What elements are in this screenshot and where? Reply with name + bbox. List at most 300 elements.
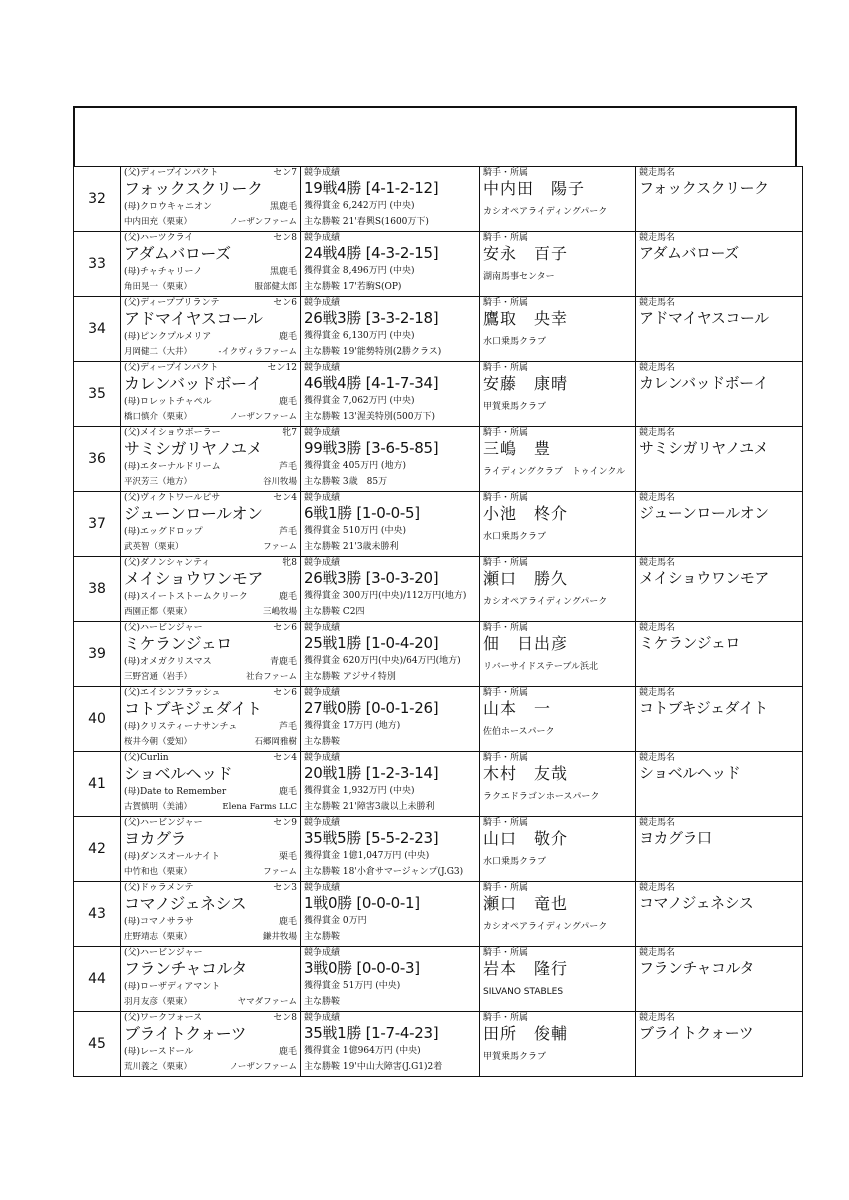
entry-number: 39 (74, 622, 121, 687)
prize-value: 51万円 (中央) (342, 981, 401, 991)
jockey-cell (480, 622, 636, 687)
sex-age: 牝8 (282, 558, 297, 568)
record-cell (301, 232, 480, 297)
jockey-affiliation: 水口乗馬クラブ (483, 337, 547, 347)
race-horse-name: コマノジェネシス (639, 894, 754, 912)
breeder: ファーム (263, 867, 297, 877)
race-name-header: 競走馬名 (639, 493, 676, 503)
sex-age: セン6 (273, 688, 297, 698)
wins-value: 3歳 85万 (342, 477, 388, 487)
dam: (母)スイートストームクリーク (124, 592, 248, 602)
jockey-cell (480, 817, 636, 882)
horse-info-cell (121, 167, 301, 232)
wins-value: 17'若駒S(OP) (342, 282, 402, 292)
coat-color: 黒鹿毛 (269, 267, 297, 277)
jockey-name: 鷹取 央幸 (483, 309, 569, 328)
horse-name: メイショウワンモア (124, 569, 263, 588)
prize-value: 6,242万円 (中央) (342, 201, 415, 211)
trainer: 角田晃一（栗東） (124, 282, 193, 292)
sire: (父)ドゥラメンテ (124, 883, 194, 893)
jockey-name: 安永 百子 (483, 244, 569, 263)
entry-number: 38 (74, 557, 121, 622)
race-record: 20戦1勝 [1-2-3-14] (304, 764, 439, 782)
jockey-header: 騎手・所属 (483, 428, 529, 438)
trainer: 月岡健二（大井） (124, 347, 193, 357)
prize-label: 獲得賞金 (304, 721, 341, 731)
sire: (父)ディープインパクト (124, 168, 219, 178)
prize-label: 獲得賞金 (304, 591, 341, 601)
race-name-cell (636, 492, 803, 557)
entry-row (74, 817, 803, 882)
wins-label: 主な勝鞍 (304, 542, 341, 552)
jockey-affiliation: ライディングクラブ トゥインクル (483, 467, 626, 477)
jockey-cell (480, 557, 636, 622)
jockey-name: 中内田 陽子 (483, 179, 586, 198)
race-name-cell (636, 882, 803, 947)
entry-number: 40 (74, 687, 121, 752)
race-horse-name: フォックスクリーク (639, 179, 769, 197)
sire: (父)ハービンジャー (124, 623, 203, 633)
race-name-cell (636, 622, 803, 687)
race-horse-name: アダムバローズ (639, 244, 739, 262)
wins-label: 主な勝鞍 (304, 997, 341, 1007)
sex-age: セン6 (273, 623, 297, 633)
prize-label: 獲得賞金 (304, 786, 341, 796)
entry-number: 32 (74, 167, 121, 232)
jockey-affiliation: 甲賀乗馬クラブ (483, 1052, 547, 1062)
wins-label: 主な勝鞍 (304, 477, 341, 487)
jockey-name: 瀬口 竜也 (483, 894, 569, 913)
jockey-name: 佃 日出彦 (483, 634, 569, 653)
dam: (母)クロウキャニオン (124, 202, 213, 212)
jockey-header: 騎手・所属 (483, 233, 529, 243)
jockey-header: 騎手・所属 (483, 948, 529, 958)
race-horse-name: メイショウワンモア (639, 569, 769, 587)
dam: (母)チャチャリーノ (124, 267, 203, 277)
horse-info-cell (121, 687, 301, 752)
wins-label: 主な勝鞍 (304, 932, 341, 942)
entry-row (74, 492, 803, 557)
race-name-header: 競走馬名 (639, 1013, 676, 1023)
prize-label: 獲得賞金 (304, 266, 341, 276)
jockey-header: 騎手・所属 (483, 818, 529, 828)
prize-value: 1億964万円 (中央) (342, 1046, 421, 1056)
prize-value: 1,932万円 (中央) (342, 786, 415, 796)
wins-value: 13'渥美特別(500万下) (342, 412, 436, 422)
sex-age: セン6 (273, 298, 297, 308)
sex-age: セン3 (273, 883, 297, 893)
dam: (母)ロレットチャペル (124, 397, 212, 407)
prize-label: 獲得賞金 (304, 396, 341, 406)
sex-age: セン8 (273, 233, 297, 243)
breeder: ノーザンファーム (229, 217, 297, 227)
jockey-cell (480, 297, 636, 362)
record-header: 競争成績 (304, 818, 341, 828)
entry-number: 42 (74, 817, 121, 882)
wins-label: 主な勝鞍 (304, 282, 341, 292)
race-horse-name: ショベルヘッド (639, 764, 741, 782)
wins-value: 19'能勢特別(2勝クラス) (342, 347, 442, 357)
prize-value: 510万円 (中央) (342, 526, 406, 536)
horse-info-cell (121, 817, 301, 882)
race-name-header: 競走馬名 (639, 558, 676, 568)
horse-name: サミシガリヤノユメ (124, 439, 263, 458)
jockey-affiliation: 湖南馬事センター (483, 272, 555, 282)
horse-info-cell (121, 882, 301, 947)
race-name-header: 競走馬名 (639, 948, 676, 958)
entry-row (74, 882, 803, 947)
wins-label: 主な勝鞍 (304, 347, 341, 357)
jockey-name: 小池 柊介 (483, 504, 569, 523)
trainer: 羽月友彦（栗東） (124, 997, 193, 1007)
race-horse-name: ミケランジェロ (639, 634, 740, 652)
dam: (母)コマノサラサ (124, 917, 194, 927)
breeder: ノーザンファーム (229, 412, 297, 422)
wins-label: 主な勝鞍 (304, 737, 341, 747)
breeder: 谷川牧場 (262, 477, 297, 487)
prize-value: 300万円(中央)/112万円(地方) (342, 591, 467, 601)
record-header: 競争成績 (304, 623, 341, 633)
race-name-header: 競走馬名 (639, 168, 676, 178)
jockey-name: 木村 友哉 (483, 764, 569, 783)
jockey-cell (480, 362, 636, 427)
jockey-cell (480, 492, 636, 557)
sire: (父)ハーツクライ (124, 233, 194, 243)
entry-number: 35 (74, 362, 121, 427)
coat-color: 鹿毛 (278, 592, 297, 602)
horse-info-cell (121, 557, 301, 622)
race-name-cell (636, 427, 803, 492)
horse-info-cell (121, 622, 301, 687)
breeder: 服部健太郎 (254, 282, 297, 292)
sire: (父)ヴィクトワールピサ (124, 493, 221, 503)
jockey-cell (480, 882, 636, 947)
dam: (母)ダンスオールナイト (124, 852, 221, 862)
sire: (父)ハービンジャー (124, 948, 203, 958)
trainer: 西園正都（栗東） (124, 607, 193, 617)
horse-name: ショベルヘッド (124, 764, 233, 783)
trainer: 橋口慎介（栗東） (124, 412, 193, 422)
breeder: ノーザンファーム (229, 1062, 297, 1072)
coat-color: 鹿毛 (278, 787, 297, 797)
prize-label: 獲得賞金 (304, 331, 341, 341)
jockey-name: 岩本 隆行 (483, 959, 569, 978)
race-horse-name: ジューンロールオン (639, 504, 769, 522)
jockey-cell (480, 232, 636, 297)
record-cell (301, 687, 480, 752)
entry-number: 44 (74, 947, 121, 1012)
race-record: 19戦4勝 [4-1-2-12] (304, 179, 439, 197)
record-cell (301, 622, 480, 687)
sex-age: 牝7 (282, 428, 297, 438)
wins-value: C2四 (342, 607, 365, 617)
wins-label: 主な勝鞍 (304, 672, 341, 682)
horse-name: ヨカグラ (124, 829, 187, 848)
race-name-header: 競走馬名 (639, 298, 676, 308)
entry-table (73, 166, 803, 1077)
sire: (父)ディープブリランテ (124, 298, 220, 308)
jockey-name: 田所 俊輔 (483, 1024, 569, 1043)
horse-info-cell (121, 947, 301, 1012)
record-header: 競争成績 (304, 688, 341, 698)
prize-label: 獲得賞金 (304, 201, 341, 211)
jockey-cell (480, 167, 636, 232)
wins-label: 主な勝鞍 (304, 607, 341, 617)
horse-info-cell (121, 1012, 301, 1077)
race-horse-name: フランチャコルタ (639, 959, 754, 977)
record-cell (301, 492, 480, 557)
wins-value: 19'中山大障害(J.G1)2着 (342, 1062, 443, 1072)
race-horse-name: アドマイヤスコール (639, 309, 769, 327)
record-cell (301, 427, 480, 492)
breeder: 社台ファーム (246, 672, 297, 682)
race-horse-name: ヨカグラ口 (639, 829, 712, 847)
trainer: 荒川義之（栗東） (124, 1062, 193, 1072)
entry-row (74, 362, 803, 427)
horse-info-cell (121, 362, 301, 427)
race-record: 3戦0勝 [0-0-0-3] (304, 959, 420, 977)
trainer: 庄野靖志（栗東） (124, 932, 193, 942)
record-header: 競争成績 (304, 753, 341, 763)
race-name-cell (636, 297, 803, 362)
jockey-cell (480, 752, 636, 817)
coat-color: 芦毛 (278, 462, 297, 472)
breeder: 鎌井牧場 (262, 932, 297, 942)
wins-label: 主な勝鞍 (304, 802, 341, 812)
coat-color: 鹿毛 (278, 397, 297, 407)
entry-number: 45 (74, 1012, 121, 1077)
prize-value: 405万円 (地方) (342, 461, 406, 471)
jockey-affiliation: 佐伯ホースパーク (483, 727, 555, 737)
coat-color: 鹿毛 (278, 1047, 297, 1057)
breeder: 石郷岡雅樹 (254, 737, 297, 747)
race-record: 35戦5勝 [5-5-2-23] (304, 829, 439, 847)
race-name-cell (636, 947, 803, 1012)
breeder: -イクヴィラファーム (218, 347, 297, 357)
breeder: ファーム (263, 542, 297, 552)
sire: (父)ワークフォース (124, 1013, 203, 1023)
breeder: 三嶋牧場 (262, 607, 297, 617)
race-name-header: 競走馬名 (639, 883, 676, 893)
record-cell (301, 947, 480, 1012)
record-header: 競争成績 (304, 233, 341, 243)
horse-name: ジューンロールオン (124, 504, 263, 523)
entry-row (74, 622, 803, 687)
entry-row (74, 947, 803, 1012)
race-record: 46戦4勝 [4-1-7-34] (304, 374, 439, 392)
prize-label: 獲得賞金 (304, 656, 341, 666)
trainer: 平沢芳三（地方） (124, 477, 193, 487)
race-name-header: 競走馬名 (639, 233, 676, 243)
prize-value: 7,062万円 (中央) (342, 396, 415, 406)
horse-info-cell (121, 427, 301, 492)
record-header: 競争成績 (304, 1013, 341, 1023)
record-header: 競争成績 (304, 298, 341, 308)
race-name-header: 競走馬名 (639, 753, 676, 763)
sex-age: セン4 (273, 753, 297, 763)
jockey-name: 山口 敬介 (483, 829, 569, 848)
jockey-affiliation: カシオペアライディングパーク (483, 207, 608, 217)
jockey-name: 三嶋 豊 (483, 439, 552, 458)
coat-color: 芦毛 (278, 722, 297, 732)
race-name-cell (636, 557, 803, 622)
jockey-cell (480, 1012, 636, 1077)
race-record: 6戦1勝 [1-0-0-5] (304, 504, 420, 522)
race-name-header: 競走馬名 (639, 363, 676, 373)
race-name-cell (636, 687, 803, 752)
dam: (母)エッグドロップ (124, 527, 203, 537)
jockey-cell (480, 687, 636, 752)
entry-row (74, 1012, 803, 1077)
race-name-cell (636, 362, 803, 427)
entry-row (74, 557, 803, 622)
jockey-header: 騎手・所属 (483, 883, 529, 893)
race-record: 25戦1勝 [1-0-4-20] (304, 634, 439, 652)
entry-number: 37 (74, 492, 121, 557)
race-record: 24戦4勝 [4-3-2-15] (304, 244, 439, 262)
race-name-header: 競走馬名 (639, 688, 676, 698)
wins-value: 21'障害3歳以上未勝利 (342, 802, 435, 812)
prize-label: 獲得賞金 (304, 461, 341, 471)
jockey-cell (480, 427, 636, 492)
horse-name: カレンバッドボーイ (124, 374, 262, 393)
sire: (父)メイショウボーラー (124, 428, 221, 438)
race-horse-name: コトブキジェダイト (639, 699, 768, 717)
horse-info-cell (121, 297, 301, 362)
entry-row (74, 297, 803, 362)
dam: (母)エターナルドリーム (124, 462, 221, 472)
entry-row (74, 167, 803, 232)
prize-label: 獲得賞金 (304, 526, 341, 536)
prize-label: 獲得賞金 (304, 851, 341, 861)
jockey-affiliation: リバーサイドステーブル浜北 (483, 662, 599, 672)
record-cell (301, 882, 480, 947)
race-horse-name: ブライトクォーツ (639, 1024, 754, 1042)
jockey-header: 騎手・所属 (483, 168, 529, 178)
race-record: 26戦3勝 [3-0-3-20] (304, 569, 439, 587)
race-name-cell (636, 232, 803, 297)
trainer: 武英智（栗東） (124, 542, 184, 552)
record-cell (301, 297, 480, 362)
race-name-cell (636, 167, 803, 232)
sex-age: セン7 (273, 168, 297, 178)
coat-color: 鹿毛 (278, 332, 297, 342)
race-record: 26戦3勝 [3-3-2-18] (304, 309, 439, 327)
race-record: 35戦1勝 [1-7-4-23] (304, 1024, 439, 1042)
record-cell (301, 1012, 480, 1077)
jockey-header: 騎手・所属 (483, 298, 529, 308)
horse-name: コトブキジェダイト (124, 699, 262, 718)
entry-number: 43 (74, 882, 121, 947)
entry-sheet (73, 106, 797, 1077)
wins-value: 21'3歳未勝利 (342, 542, 399, 552)
breeder: ヤマダファーム (237, 997, 297, 1007)
jockey-name: 瀬口 勝久 (483, 569, 569, 588)
sex-age: セン12 (267, 363, 297, 373)
record-cell (301, 557, 480, 622)
entry-number: 34 (74, 297, 121, 362)
jockey-name: 山本 一 (483, 699, 552, 718)
race-name-cell (636, 1012, 803, 1077)
jockey-affiliation: 水口乗馬クラブ (483, 857, 547, 867)
dam: (母)レースドール (124, 1047, 194, 1057)
trainer: 中竹和也（栗東） (124, 867, 193, 877)
jockey-header: 騎手・所属 (483, 558, 529, 568)
jockey-affiliation: ラクエドラゴンホースパーク (483, 792, 600, 802)
prize-value: 17万円 (地方) (342, 721, 401, 731)
sex-age: セン4 (273, 493, 297, 503)
prize-value: 8,496万円 (中央) (342, 266, 415, 276)
horse-name: コマノジェネシス (124, 894, 247, 913)
entry-row (74, 752, 803, 817)
prize-label: 獲得賞金 (304, 981, 341, 991)
record-cell (301, 362, 480, 427)
jockey-header: 騎手・所属 (483, 623, 529, 633)
coat-color: 青鹿毛 (269, 657, 297, 667)
coat-color: 鹿毛 (278, 917, 297, 927)
prize-label: 獲得賞金 (304, 1046, 341, 1056)
horse-name: ブライトクォーツ (124, 1024, 247, 1043)
sire: (父)エイシンフラッシュ (124, 688, 221, 698)
race-record: 27戦0勝 [0-0-1-26] (304, 699, 439, 717)
wins-label: 主な勝鞍 (304, 867, 341, 877)
race-name-header: 競走馬名 (639, 428, 676, 438)
horse-info-cell (121, 232, 301, 297)
horse-name: アドマイヤスコール (124, 309, 263, 328)
coat-color: 芦毛 (278, 527, 297, 537)
coat-color: 黒鹿毛 (269, 202, 297, 212)
jockey-header: 騎手・所属 (483, 688, 529, 698)
horse-name: フォックスクリーク (124, 179, 263, 198)
dam: (母)クリスティーナサンチュ (124, 722, 238, 732)
race-name-header: 競走馬名 (639, 818, 676, 828)
jockey-affiliation: 甲賀乗馬クラブ (483, 402, 547, 412)
race-name-header: 競走馬名 (639, 623, 676, 633)
record-header: 競争成績 (304, 558, 341, 568)
wins-value: 18'小倉サマージャンプ(J.G3) (342, 867, 464, 877)
entry-number: 36 (74, 427, 121, 492)
trainer: 中内田充（栗東） (124, 217, 193, 227)
dam: (母)ピンクプルメリア (124, 332, 212, 342)
prize-value: 1億1,047万円 (中央) (342, 851, 430, 861)
entry-row (74, 687, 803, 752)
header-box (73, 106, 797, 166)
record-header: 競争成績 (304, 363, 341, 373)
jockey-affiliation: カシオペアライディングパーク (483, 597, 608, 607)
prize-value: 6,130万円 (中央) (342, 331, 415, 341)
jockey-name: 安藤 康晴 (483, 374, 569, 393)
race-name-cell (636, 752, 803, 817)
record-cell (301, 817, 480, 882)
race-record: 99戦3勝 [3-6-5-85] (304, 439, 439, 457)
sire: (父)ダノンシャンティ (124, 558, 211, 568)
wins-label: 主な勝鞍 (304, 412, 341, 422)
entry-row (74, 232, 803, 297)
race-horse-name: カレンバッドボーイ (639, 374, 769, 392)
jockey-affiliation: カシオペアライディングパーク (483, 922, 608, 932)
breeder: Elena Farms LLC (222, 802, 297, 812)
sire: (父)Curlin (124, 753, 169, 763)
sex-age: セン8 (273, 1013, 297, 1023)
wins-value: 21'春興S(1600万下) (342, 217, 429, 227)
record-header: 競争成績 (304, 168, 341, 178)
record-cell (301, 167, 480, 232)
horse-name: フランチャコルタ (124, 959, 247, 978)
jockey-affiliation: 水口乗馬クラブ (483, 532, 547, 542)
jockey-header: 騎手・所属 (483, 753, 529, 763)
entry-number: 33 (74, 232, 121, 297)
wins-value: アジサイ特別 (342, 672, 396, 682)
